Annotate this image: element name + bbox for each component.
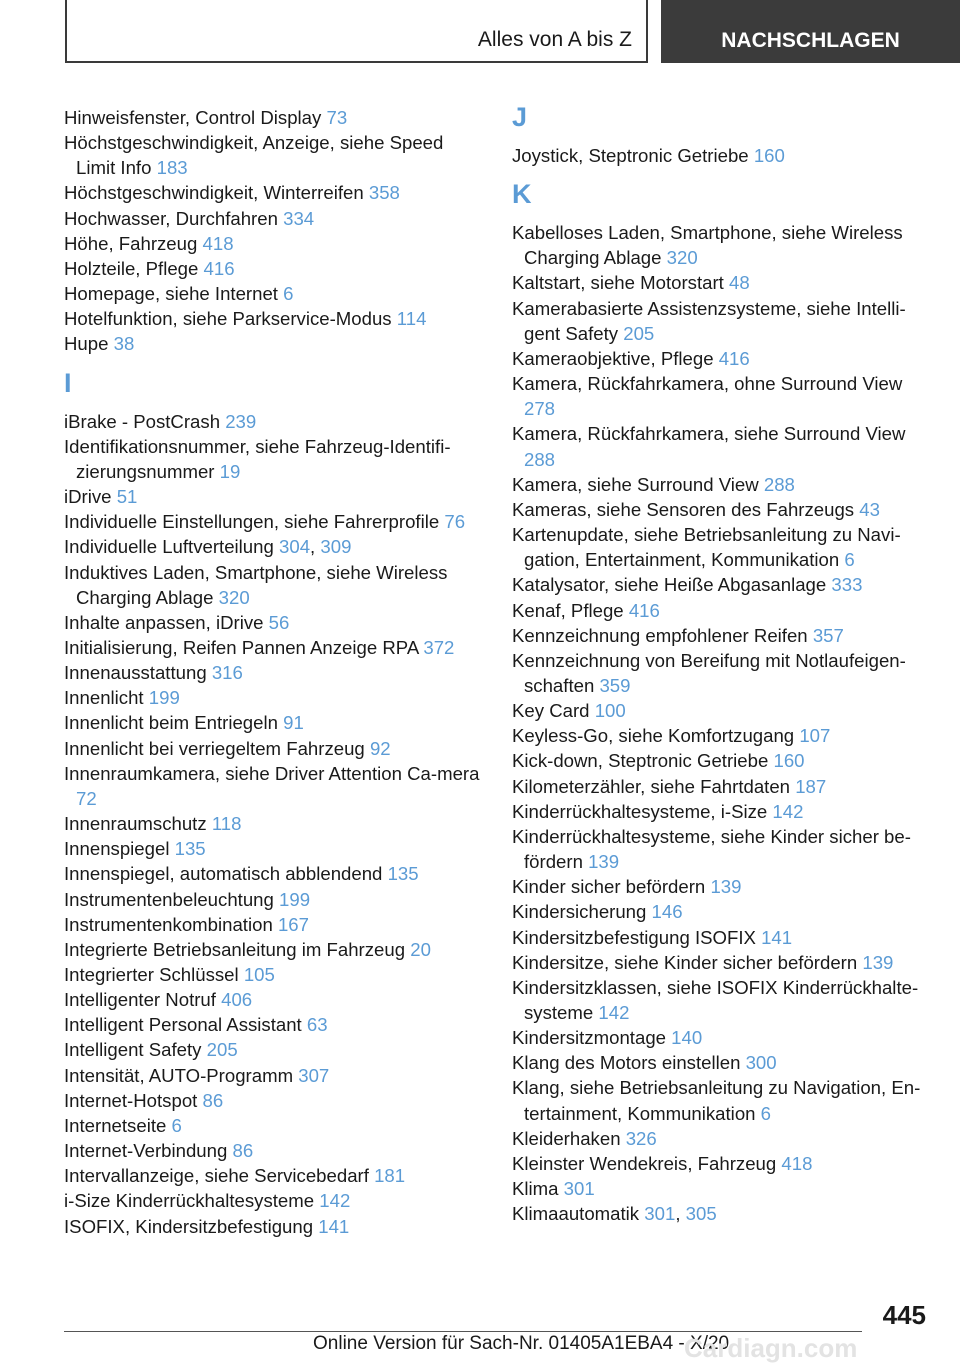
page-reference-link[interactable]: 107 — [799, 725, 831, 747]
index-entry-term: Höchstgeschwindigkeit, Anzeige, siehe Speed Limit Info — [64, 132, 444, 179]
index-entry — [512, 598, 932, 623]
index-column-left — [64, 105, 482, 1239]
index-entry-term: Kinderrückhaltesysteme, i-Size — [512, 800, 768, 822]
page-reference-link[interactable]: 372 — [423, 636, 455, 658]
page-reference-link[interactable]: 181 — [374, 1165, 406, 1187]
index-entry-term: Kindersitze, siehe Kinder sicher befördern — [512, 951, 858, 973]
page-reference-link[interactable]: 300 — [745, 1052, 777, 1074]
index-entry — [512, 1050, 932, 1075]
page-reference-link[interactable]: 51 — [116, 486, 138, 508]
index-entry — [64, 1037, 482, 1062]
index-entry-term: Holzteile, Pflege — [64, 257, 199, 279]
page-reference-link[interactable]: 167 — [277, 913, 309, 935]
index-entry — [64, 560, 482, 610]
index-entry — [512, 799, 932, 824]
index-entry — [512, 950, 932, 975]
index-entry-term: Innenraumkamera, siehe Driver Attention Ca-mera — [64, 762, 480, 784]
index-entry-term: Internet-Verbindung — [64, 1140, 228, 1162]
page-reference-link[interactable]: 48 — [729, 272, 750, 294]
index-entry-term: Instrumentenbeleuchtung — [64, 888, 274, 910]
index-entry-term: Homepage, siehe Internet — [64, 283, 278, 305]
page-reference-link[interactable]: 73 — [326, 107, 348, 128]
index-entry — [512, 648, 932, 698]
index-letter-heading: J — [512, 102, 528, 132]
page-reference-link[interactable]: 320 — [666, 247, 698, 269]
page-reference-link[interactable]: 139 — [710, 876, 742, 898]
page-reference-link[interactable]: 140 — [671, 1027, 703, 1049]
page-reference-link[interactable]: 141 — [318, 1215, 350, 1237]
index-entry-term: Kamera, siehe Surround View — [512, 473, 759, 495]
page-reference-link[interactable]: 333 — [831, 574, 863, 596]
index-entry-term: Individuelle Luftverteilung — [64, 536, 274, 558]
index-entry — [64, 1188, 482, 1213]
index-entry: Individuelle Luftverteilung 304, 309 — [64, 536, 352, 558]
page-reference-link[interactable]: 135 — [174, 838, 206, 860]
index-entry — [64, 610, 482, 635]
index-entry-term: Instrumentenkombination — [64, 913, 273, 935]
index-entry-term: Kamera, Rückfahrkamera, ohne Surround View — [512, 373, 903, 395]
header-frame — [65, 0, 648, 63]
index-entry-term: Hupe — [64, 333, 109, 355]
index-entry-term: Intelligenter Notruf — [64, 989, 216, 1011]
page-reference-link[interactable]: 20 — [410, 938, 431, 960]
index-entry-term: ISOFIX, Kindersitzbefestigung — [64, 1215, 314, 1237]
page-reference-link[interactable]: 316 — [211, 662, 243, 684]
page-reference-link[interactable]: 114 — [396, 308, 427, 330]
index-entry — [64, 660, 482, 685]
index-entry — [512, 572, 932, 597]
page-reference-link[interactable]: 86 — [202, 1089, 224, 1111]
index-entry — [64, 1088, 482, 1113]
index-entry-term: Klang, siehe Betriebsanleitung zu Navigation, En-tertainment, Kommunikation — [512, 1077, 921, 1124]
index-entry-term: Individuelle Einstellungen, siehe Fahrerprofile — [64, 511, 440, 533]
index-entry-term: Kartenupdate, siehe Betriebsanleitung zu Navi-gation, Entertainment, Kommunikation — [512, 524, 901, 571]
index-entry — [64, 206, 482, 231]
page-reference-link[interactable]: 19 — [219, 460, 241, 482]
page-reference-link[interactable]: 91 — [283, 712, 304, 734]
index-entry-term: iBrake - PostCrash — [64, 410, 221, 432]
page-reference-link[interactable]: 334 — [283, 207, 315, 229]
page-reference-link[interactable]: 142 — [772, 800, 804, 822]
index-entry-term: Kilometerzähler, siehe Fahrtdaten — [512, 775, 791, 797]
index-entry-term: Initialisierung, Reifen Pannen Anzeige RPA — [64, 636, 419, 658]
index-entry-term: Intensität, AUTO-Programm — [64, 1064, 294, 1086]
index-entry-term: Induktives Laden, Smartphone, siehe Wireless Charging Ablage — [64, 561, 448, 608]
index-entry — [64, 1012, 482, 1037]
page-reference-link[interactable]: 139 — [862, 951, 894, 973]
index-entry-term: Innenspiegel — [64, 838, 170, 860]
index-entry — [64, 130, 482, 180]
index-entry-term: Inhalte anpassen, iDrive — [64, 611, 264, 633]
page-reference-link[interactable]: 6 — [760, 1102, 772, 1124]
index-entry — [64, 937, 482, 962]
page-reference-link[interactable]: 305 — [685, 1203, 717, 1225]
index-entry — [64, 1138, 482, 1163]
index-entry — [512, 371, 932, 421]
index-entry-term: Kabelloses Laden, Smartphone, siehe Wireless Charging Ablage — [512, 222, 903, 269]
index-entry-term: Kinderrückhaltesysteme, siehe Kinder sicher be-fördern — [512, 825, 911, 873]
page-reference-link[interactable]: 304 — [279, 536, 311, 558]
index-entry-term: Intervallanzeige, siehe Servicebedarf — [64, 1165, 369, 1187]
index-entry-term: Internetseite — [64, 1114, 167, 1136]
page-reference-link[interactable]: 142 — [598, 1002, 630, 1023]
index-entry — [64, 509, 482, 534]
index-entry — [64, 1214, 482, 1239]
page-reference-link[interactable]: 359 — [599, 674, 631, 696]
index-entry-term: i-Size Kinderrückhaltesysteme — [64, 1190, 315, 1212]
index-entry — [512, 497, 932, 522]
page-reference-link[interactable]: 239 — [225, 410, 257, 432]
index-entry-term: Kennzeichnung empfohlener Reifen — [512, 624, 808, 646]
page-reference-link[interactable]: 92 — [369, 737, 391, 759]
index-entry — [512, 1176, 932, 1201]
index-entry — [64, 836, 482, 861]
index-entry-term: Intelligent Safety — [64, 1039, 202, 1061]
index-entry — [64, 434, 482, 484]
index-entry — [64, 685, 482, 710]
index-entry-term: Klang des Motors einstellen — [512, 1052, 741, 1074]
index-entry — [64, 912, 482, 937]
page-reference-link[interactable]: 205 — [206, 1039, 238, 1061]
index-entry — [512, 748, 932, 773]
index-entry-term: Höhe, Fahrzeug — [64, 232, 198, 254]
index-entry-term: Hochwasser, Durchfahren — [64, 207, 278, 229]
page-reference-link[interactable]: 199 — [148, 687, 180, 709]
page-number: 445 — [882, 1300, 926, 1330]
index-entry-term: Kaltstart, siehe Motorstart — [512, 272, 724, 294]
page-reference-link[interactable]: 199 — [279, 888, 311, 910]
index-entry-term: Internet-Hotspot — [64, 1089, 198, 1111]
index-entry — [64, 306, 482, 331]
index-entry — [64, 180, 482, 205]
index-entry-term: Kindersitzklassen, siehe ISOFIX Kinderrückhalte-systeme — [512, 976, 919, 1023]
index-entry — [512, 296, 932, 346]
index-entry-term: Innenspiegel, automatisch abblendend — [64, 863, 383, 885]
index-entry — [64, 231, 482, 256]
page-reference-link[interactable]: 160 — [773, 750, 805, 772]
page-reference-link[interactable]: 288 — [763, 473, 795, 495]
index-column-right — [512, 102, 932, 1226]
index-entry — [512, 723, 932, 748]
page-reference-link[interactable]: 183 — [156, 157, 188, 179]
page-reference-link[interactable]: 301 — [563, 1178, 595, 1200]
page-reference-link[interactable]: 135 — [387, 863, 419, 885]
index-entry-term: Kamerabasierte Assistenzsysteme, siehe Intelli-gent Safety — [512, 297, 906, 344]
page-reference-link[interactable]: 160 — [753, 145, 785, 166]
page-reference-link[interactable]: 142 — [319, 1190, 351, 1212]
index-entry — [64, 1063, 482, 1088]
index-entry — [512, 472, 932, 497]
index-entry — [512, 1075, 932, 1125]
page-reference-link[interactable]: 301 — [644, 1203, 676, 1225]
index-entry-term: Innenlicht beim Entriegeln — [64, 712, 278, 734]
index-entry-term: Klima — [512, 1178, 559, 1200]
index-entry-term: Kindersitzmontage — [512, 1027, 666, 1049]
index-entry-term: Kick-down, Steptronic Getriebe — [512, 750, 769, 772]
index-entry-term: Klimaautomatik — [512, 1203, 640, 1225]
index-entry-term: Joystick, Steptronic Getriebe — [512, 145, 749, 166]
index-letter-heading: I — [64, 367, 72, 398]
index-entry-term: Kindersitzbefestigung ISOFIX — [512, 926, 756, 948]
page-reference-link[interactable]: 63 — [306, 1014, 328, 1036]
page-reference-link[interactable]: 416 — [203, 257, 235, 279]
index-entry-term: Integrierte Betriebsanleitung im Fahrzeug — [64, 938, 406, 960]
index-entry — [512, 1126, 932, 1151]
index-entry — [64, 861, 482, 886]
chapter-tab-label: NACHSCHLAGEN — [721, 28, 900, 52]
page-reference-link[interactable]: 326 — [625, 1127, 657, 1149]
index-entry — [512, 270, 932, 295]
index-entry — [512, 220, 932, 270]
page-reference-link[interactable]: 309 — [320, 536, 352, 558]
index-entry-term: Kameraobjektive, Pflege — [512, 347, 714, 369]
index-entry — [64, 811, 482, 836]
index-entry — [512, 346, 932, 371]
index-entry-term: Keyless-Go, siehe Komfortzugang — [512, 725, 795, 747]
page-reference-link[interactable]: 307 — [298, 1064, 330, 1086]
index-entry-term: Kleinster Wendekreis, Fahrzeug — [512, 1152, 777, 1174]
index-entry-term: Innenraumschutz — [64, 813, 207, 835]
section-label: Alles von A bis Z — [477, 28, 632, 51]
page-reference-link[interactable]: 288 — [524, 448, 556, 470]
page-reference-link[interactable]: 416 — [718, 347, 750, 369]
index-entry — [64, 1113, 482, 1138]
index-entry — [512, 824, 932, 874]
index-entry — [64, 987, 482, 1012]
index-entry-term: Integrierter Schlüssel — [64, 964, 239, 985]
index-entry-term: Hinweisfenster, Control Display — [64, 107, 322, 128]
index-entry — [64, 635, 482, 660]
index-letter-heading: K — [512, 179, 532, 210]
index-entry-term: Intelligent Personal Assistant — [64, 1014, 302, 1036]
index-entry — [512, 698, 932, 723]
index-entry-term: Key Card — [512, 700, 590, 722]
index-entry-term: Hotelfunktion, siehe Parkservice-Modus — [64, 308, 392, 330]
page-reference-link[interactable]: 6 — [844, 549, 855, 571]
watermark: Cardiagn.com — [684, 1333, 858, 1363]
index-entry: Klimaautomatik 301, 305 — [512, 1203, 717, 1225]
index-entry — [512, 623, 932, 648]
index-entry-term: Innenlicht bei verriegeltem Fahrzeug — [64, 737, 365, 759]
index-entry — [64, 256, 482, 281]
page-reference-link[interactable]: 6 — [171, 1114, 182, 1136]
page-reference-link[interactable]: 278 — [524, 398, 556, 420]
page-reference-link[interactable]: 118 — [211, 813, 242, 835]
index-entry — [64, 887, 482, 912]
index-entry-term: iDrive — [64, 486, 112, 508]
index-entry-term: Kamera, Rückfahrkamera, siehe Surround View — [512, 423, 906, 445]
page-reference-link[interactable]: 406 — [221, 989, 253, 1011]
index-entry — [512, 975, 932, 1025]
page-reference-link[interactable]: 416 — [628, 599, 660, 621]
page-reference-link[interactable]: 418 — [202, 232, 234, 254]
index-entry — [64, 710, 482, 735]
index-entry — [64, 962, 482, 987]
index-entry — [512, 925, 932, 950]
chapter-tab[interactable] — [661, 0, 960, 63]
index-entry-term: Katalysator, siehe Heiße Abgasanlage — [512, 574, 827, 596]
page-reference-link[interactable]: 320 — [218, 586, 250, 608]
page-reference-link[interactable]: 100 — [594, 700, 626, 722]
index-entry — [512, 143, 932, 168]
index-entry — [512, 774, 932, 799]
index-entry — [512, 1151, 932, 1176]
index-entry — [64, 105, 482, 130]
index-entry — [64, 281, 482, 306]
index-entry-term: Kinder sicher befördern — [512, 876, 706, 898]
index-entry-term: Identifikationsnummer, siehe Fahrzeug-Identifi-zierungsnummer — [64, 435, 451, 482]
index-entry — [64, 736, 482, 761]
index-entry — [512, 1025, 932, 1050]
page-reference-link[interactable]: 139 — [588, 851, 620, 873]
index-entry — [512, 421, 932, 471]
page-reference-link[interactable]: 357 — [812, 624, 844, 646]
index-entry-term: Innenausstattung — [64, 662, 207, 684]
index-entry — [64, 761, 482, 811]
page-reference-link[interactable]: 358 — [368, 182, 400, 204]
page-reference-link[interactable]: 418 — [781, 1152, 813, 1174]
index-entry-term: Innenlicht — [64, 687, 144, 709]
page-reference-link[interactable]: 205 — [623, 322, 655, 344]
page-reference-link[interactable]: 105 — [243, 964, 275, 985]
page-reference-link[interactable]: 187 — [795, 775, 827, 797]
index-entry-term: Kennzeichnung von Bereifung mit Notlaufeigen-schaften — [512, 649, 906, 696]
index-entry-term: Kindersicherung — [512, 901, 647, 923]
page-reference-link[interactable]: 6 — [283, 283, 294, 305]
index-entry — [64, 331, 482, 356]
page-reference-link[interactable]: 43 — [859, 498, 880, 520]
index-entry — [512, 899, 932, 924]
page-reference-link[interactable]: 72 — [76, 787, 97, 809]
index-entry-term: Kenaf, Pflege — [512, 599, 624, 621]
page-reference-link[interactable]: 56 — [268, 611, 290, 633]
index-entry — [512, 874, 932, 899]
index-entry-term: Kleiderhaken — [512, 1127, 621, 1149]
index-entry — [512, 522, 932, 572]
page-reference-link[interactable]: 76 — [444, 511, 466, 533]
online-version-note: Online Version für Sach-Nr. 01405A1EBA4 - X/20 — [313, 1333, 730, 1354]
page-reference-link[interactable]: 146 — [651, 901, 683, 923]
index-entry-term: Kameras, siehe Sensoren des Fahrzeugs — [512, 498, 855, 520]
index-entry — [64, 409, 482, 434]
index-entry — [64, 484, 482, 509]
index-entry-term: Höchstgeschwindigkeit, Winterreifen — [64, 182, 364, 204]
page-reference-link[interactable]: 86 — [232, 1140, 254, 1162]
page-reference-link[interactable]: 141 — [761, 926, 793, 948]
page-reference-link[interactable]: 38 — [113, 333, 135, 355]
footer-divider — [64, 1331, 862, 1332]
index-entry — [64, 1163, 482, 1188]
